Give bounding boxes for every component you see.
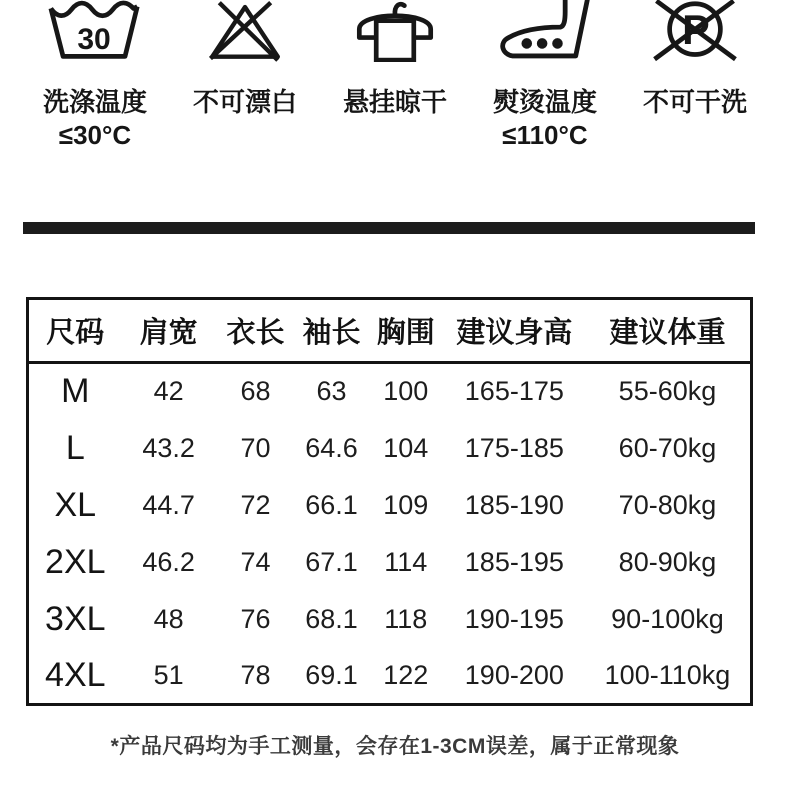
- table-cell: 42: [153, 376, 184, 407]
- column-header-length: 衣长: [216, 299, 296, 363]
- table-cell: 100-110kg: [604, 659, 731, 690]
- table-cell: 118: [384, 603, 428, 634]
- table-cell: 43.2: [142, 432, 195, 463]
- care-label-hang-dry: 悬挂晾干: [342, 87, 447, 117]
- care-item-iron-temp: [476, 0, 614, 152]
- table-cell: 76: [240, 603, 271, 634]
- table-cell: 80-90kg: [618, 546, 717, 577]
- table-row: [28, 534, 752, 591]
- table-cell: 63: [316, 376, 347, 407]
- care-sublabel-iron-temp: ≤110°C: [502, 120, 588, 150]
- table-cell: 67.1: [305, 546, 358, 577]
- column-header-height: 建议身高: [444, 299, 585, 363]
- care-label-no-dry-clean: 不可干洗: [642, 87, 747, 117]
- column-header-chest: 胸围: [368, 299, 444, 363]
- table-cell: 66.1: [305, 489, 358, 520]
- no-dry-clean-icon: [648, 0, 742, 62]
- size-cell: 3XL: [45, 599, 106, 638]
- table-cell: 190-200: [464, 659, 564, 690]
- care-item-hang-dry: [326, 0, 464, 152]
- table-cell: 48: [153, 603, 184, 634]
- column-header-shoulder: 肩宽: [122, 299, 216, 363]
- column-header-size: 尺码: [28, 299, 122, 363]
- care-symbols-row: [0, 0, 790, 152]
- hang-dry-icon: [348, 0, 442, 62]
- size-cell: L: [65, 428, 85, 467]
- size-cell: 4XL: [45, 655, 106, 694]
- care-sublabel-wash-temp: ≤30°C: [58, 120, 132, 150]
- table-cell: 60-70kg: [618, 432, 717, 463]
- table-cell: 175-185: [464, 432, 564, 463]
- table-cell: 165-175: [464, 376, 564, 407]
- section-divider: [23, 222, 755, 234]
- table-cell: 51: [153, 659, 184, 690]
- table-row: [28, 420, 752, 477]
- table-cell: 44.7: [142, 489, 195, 520]
- table-cell: 69.1: [305, 659, 358, 690]
- care-item-no-dry-clean: [626, 0, 764, 152]
- table-cell: 104: [383, 432, 429, 463]
- table-cell: 46.2: [142, 546, 195, 577]
- size-cell: XL: [54, 485, 97, 524]
- column-header-weight: 建议体重: [585, 299, 752, 363]
- table-cell: 72: [240, 489, 271, 520]
- table-cell: 55-60kg: [618, 376, 717, 407]
- table-cell: 114: [384, 546, 428, 577]
- table-cell: 190-195: [464, 603, 564, 634]
- wash-temp-value: 30: [77, 22, 111, 56]
- size-cell: 2XL: [45, 542, 106, 581]
- table-cell: 64.6: [305, 432, 358, 463]
- no-bleach-icon: [200, 0, 290, 62]
- care-item-no-bleach: [176, 0, 314, 152]
- table-cell: 74: [240, 546, 271, 577]
- table-cell: 78: [240, 659, 271, 690]
- table-cell: 109: [383, 489, 429, 520]
- table-row: [28, 363, 752, 420]
- table-cell: 68.1: [305, 603, 358, 634]
- table-cell: 185-190: [464, 489, 564, 520]
- iron-temp-icon: [497, 0, 593, 62]
- table-row: [28, 477, 752, 534]
- table-row: [28, 591, 752, 648]
- table-cell: 100: [383, 376, 429, 407]
- wash-temp-icon: [48, 0, 142, 62]
- care-label-wash-temp: 洗涤温度: [42, 87, 147, 117]
- no-dry-clean-letter: P: [682, 7, 710, 54]
- table-cell: 122: [383, 659, 429, 690]
- table-row: [28, 648, 752, 705]
- care-label-iron-temp: 熨烫温度: [492, 87, 597, 117]
- table-cell: 185-195: [464, 546, 564, 577]
- size-cell: M: [61, 372, 90, 411]
- table-header-row: [28, 299, 752, 363]
- table-cell: 70: [240, 432, 271, 463]
- table-cell: 70-80kg: [618, 489, 717, 520]
- care-label-no-bleach: 不可漂白: [192, 87, 297, 117]
- table-cell: 90-100kg: [611, 603, 724, 634]
- care-item-wash-temp: [26, 0, 164, 152]
- measurement-disclaimer: *产品尺码均为手工测量，会存在1-3CM误差，属于正常现象: [110, 735, 680, 758]
- table-cell: 68: [240, 376, 271, 407]
- column-header-sleeve: 袖长: [295, 299, 367, 363]
- size-chart-table: [26, 297, 753, 706]
